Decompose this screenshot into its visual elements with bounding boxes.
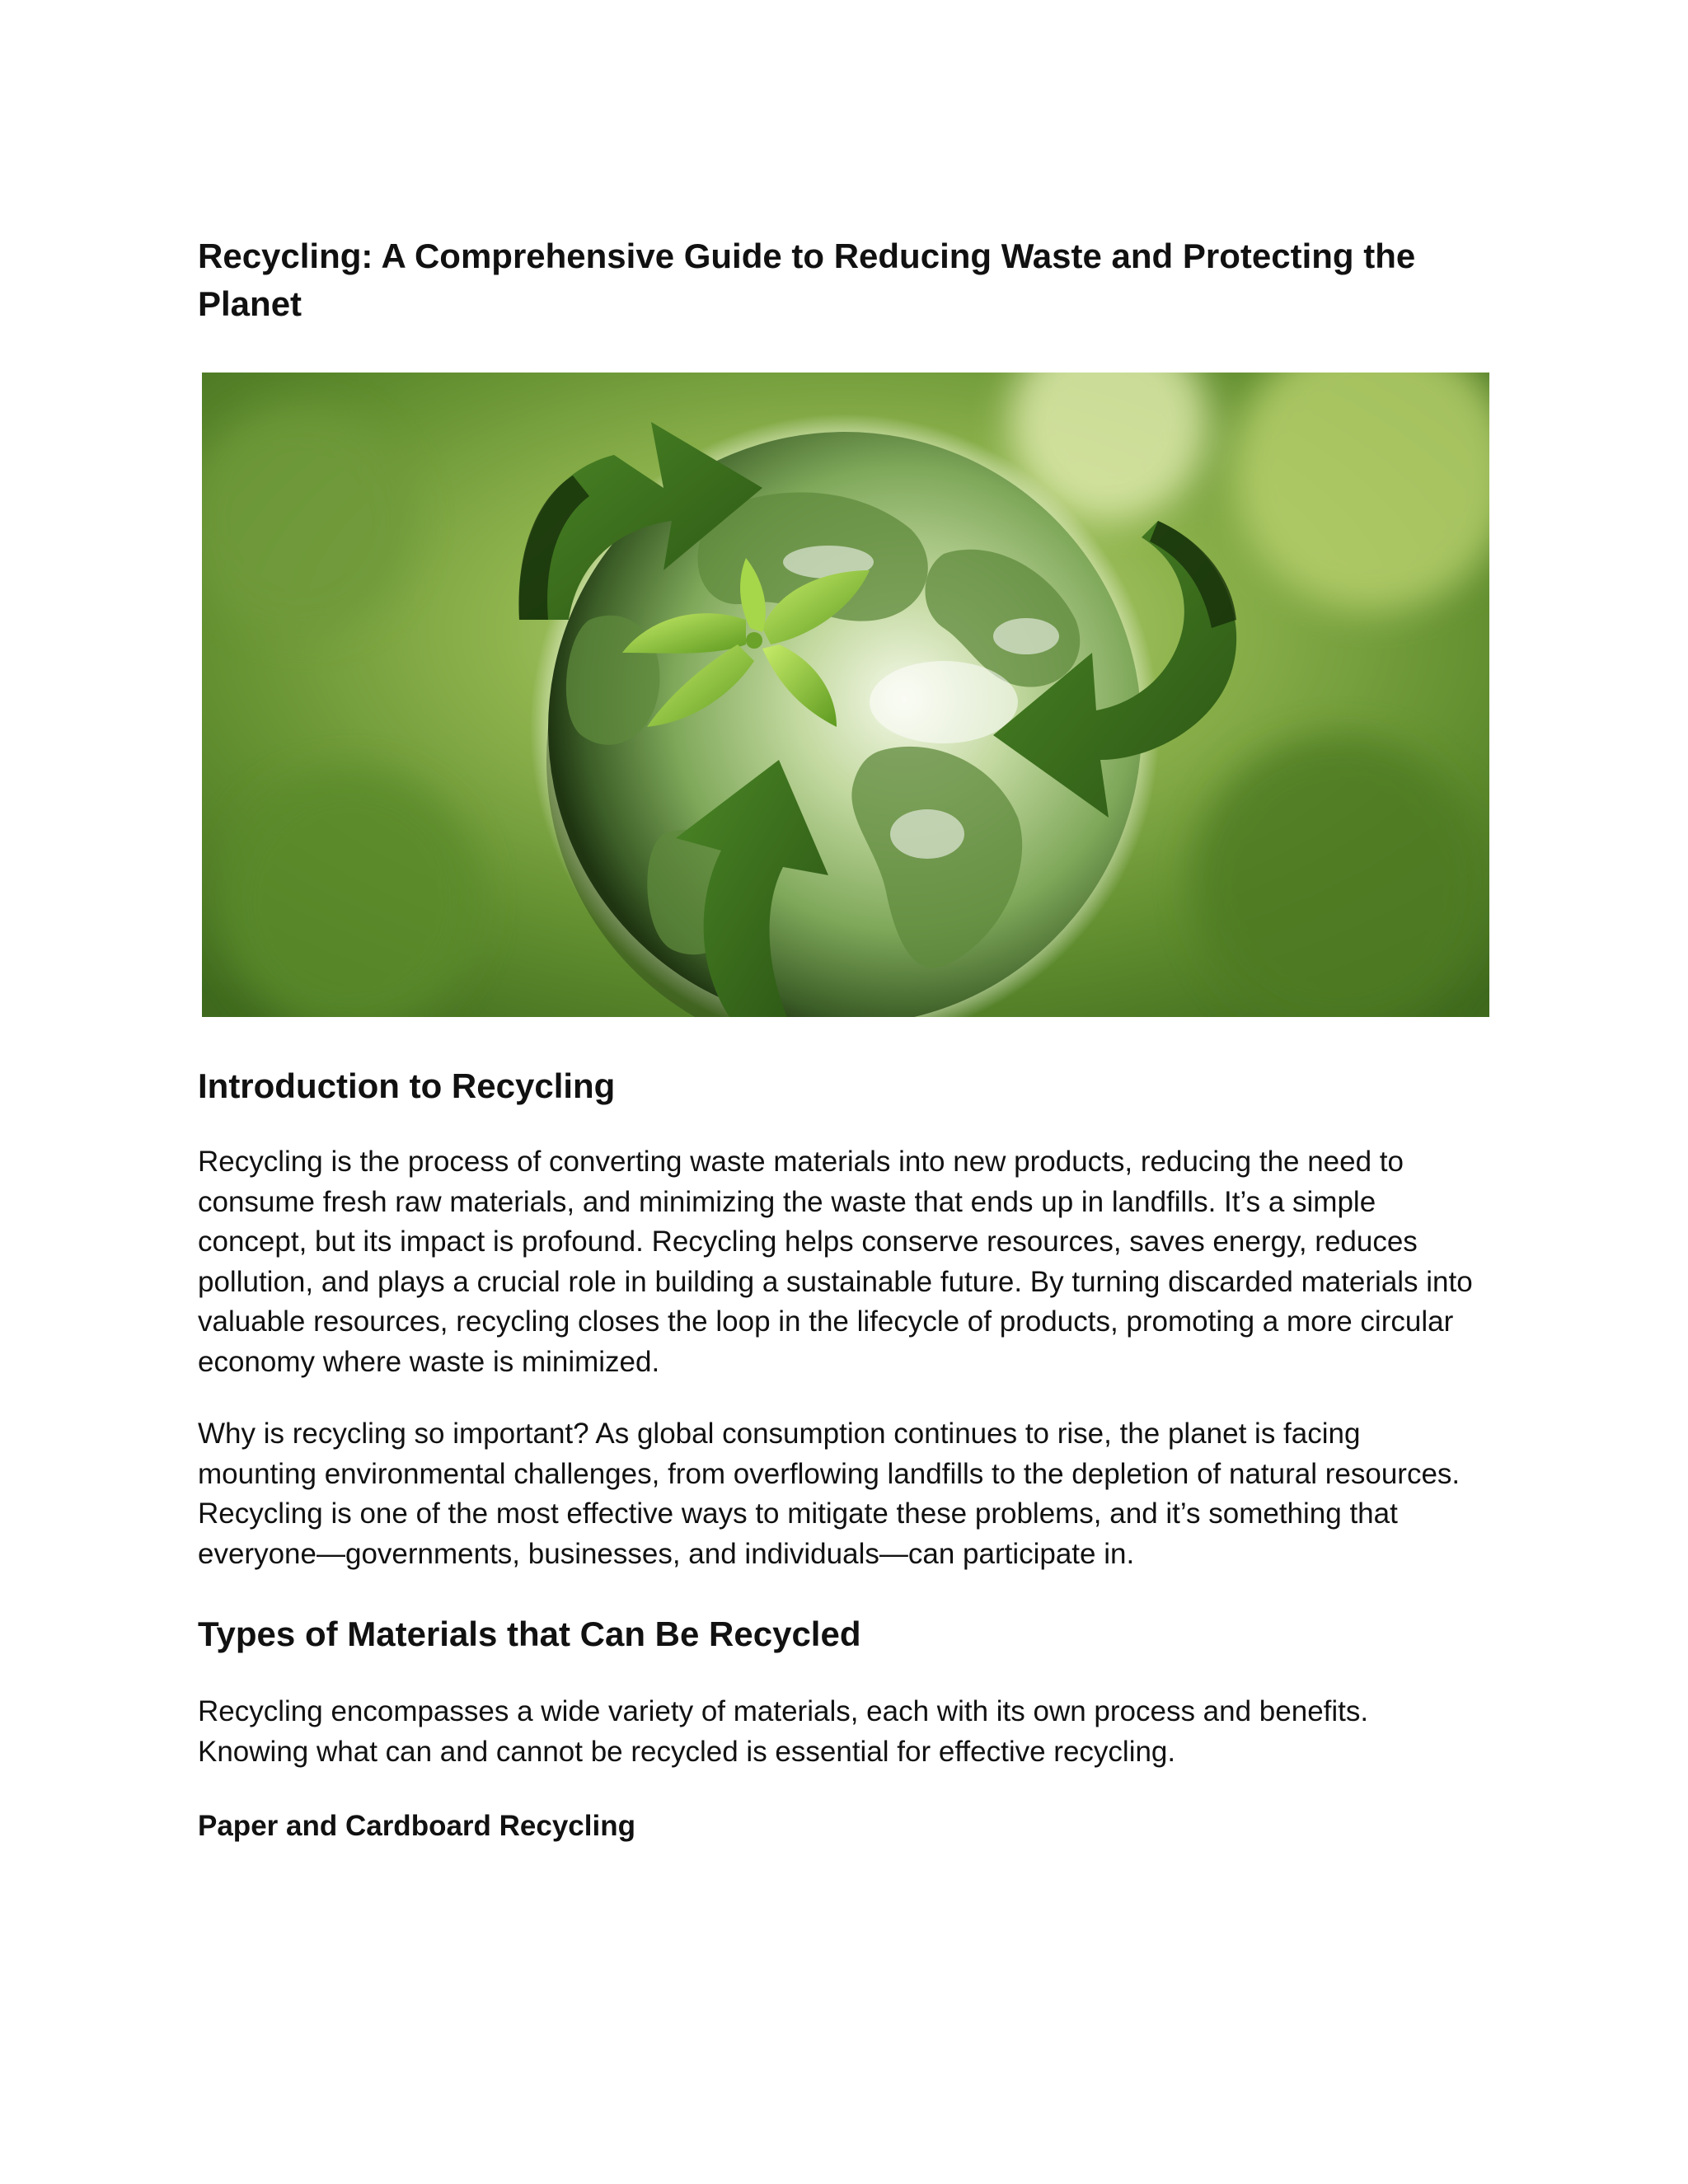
paragraph-types-of-materials: Recycling encompasses a wide variety of materials, each with its own process and benefits. Knowing what can and cannot be recycled is essential for effective recycling. [198,1695,1369,1768]
section-heading-introduction: Introduction to Recycling [198,1066,616,1105]
paragraph-introduction-1: Recycling is the process of converting waste materials into new products, reducing the need to consume fresh raw materials, and minimizing the waste that ends up in landfills. It’s a simple concept, but its impact is profound. Recycling helps conserve resources, saves energy, reduces pollution, and plays a crucial role in building a sustainable future. By turning discarded materials into valuable resources, recycling closes the loop in the lifecycle of products, promoting a more circular economy where waste is minimized. [198,1146,1473,1378]
globe-recycling-icon [202,373,1489,1017]
document-title: Recycling: A Comprehensive Guide to Reducing Waste and Protecting the Planet [198,237,1416,323]
paragraph-introduction-2: Why is recycling so important? As global consumption continues to rise, the planet is facing mounting environmental challenges, from overflowing landfills to the depletion of natural resources. Recycling is one of the most effective ways to mitigate these problems, and it’s something that everyone—governments, businesses, and individuals—can participate in. [198,1418,1461,1570]
hero-image [202,373,1489,1017]
subheading-paper-and-cardboard: Paper and Cardboard Recycling [198,1810,635,1842]
section-heading-types-of-materials: Types of Materials that Can Be Recycled [198,1615,861,1653]
